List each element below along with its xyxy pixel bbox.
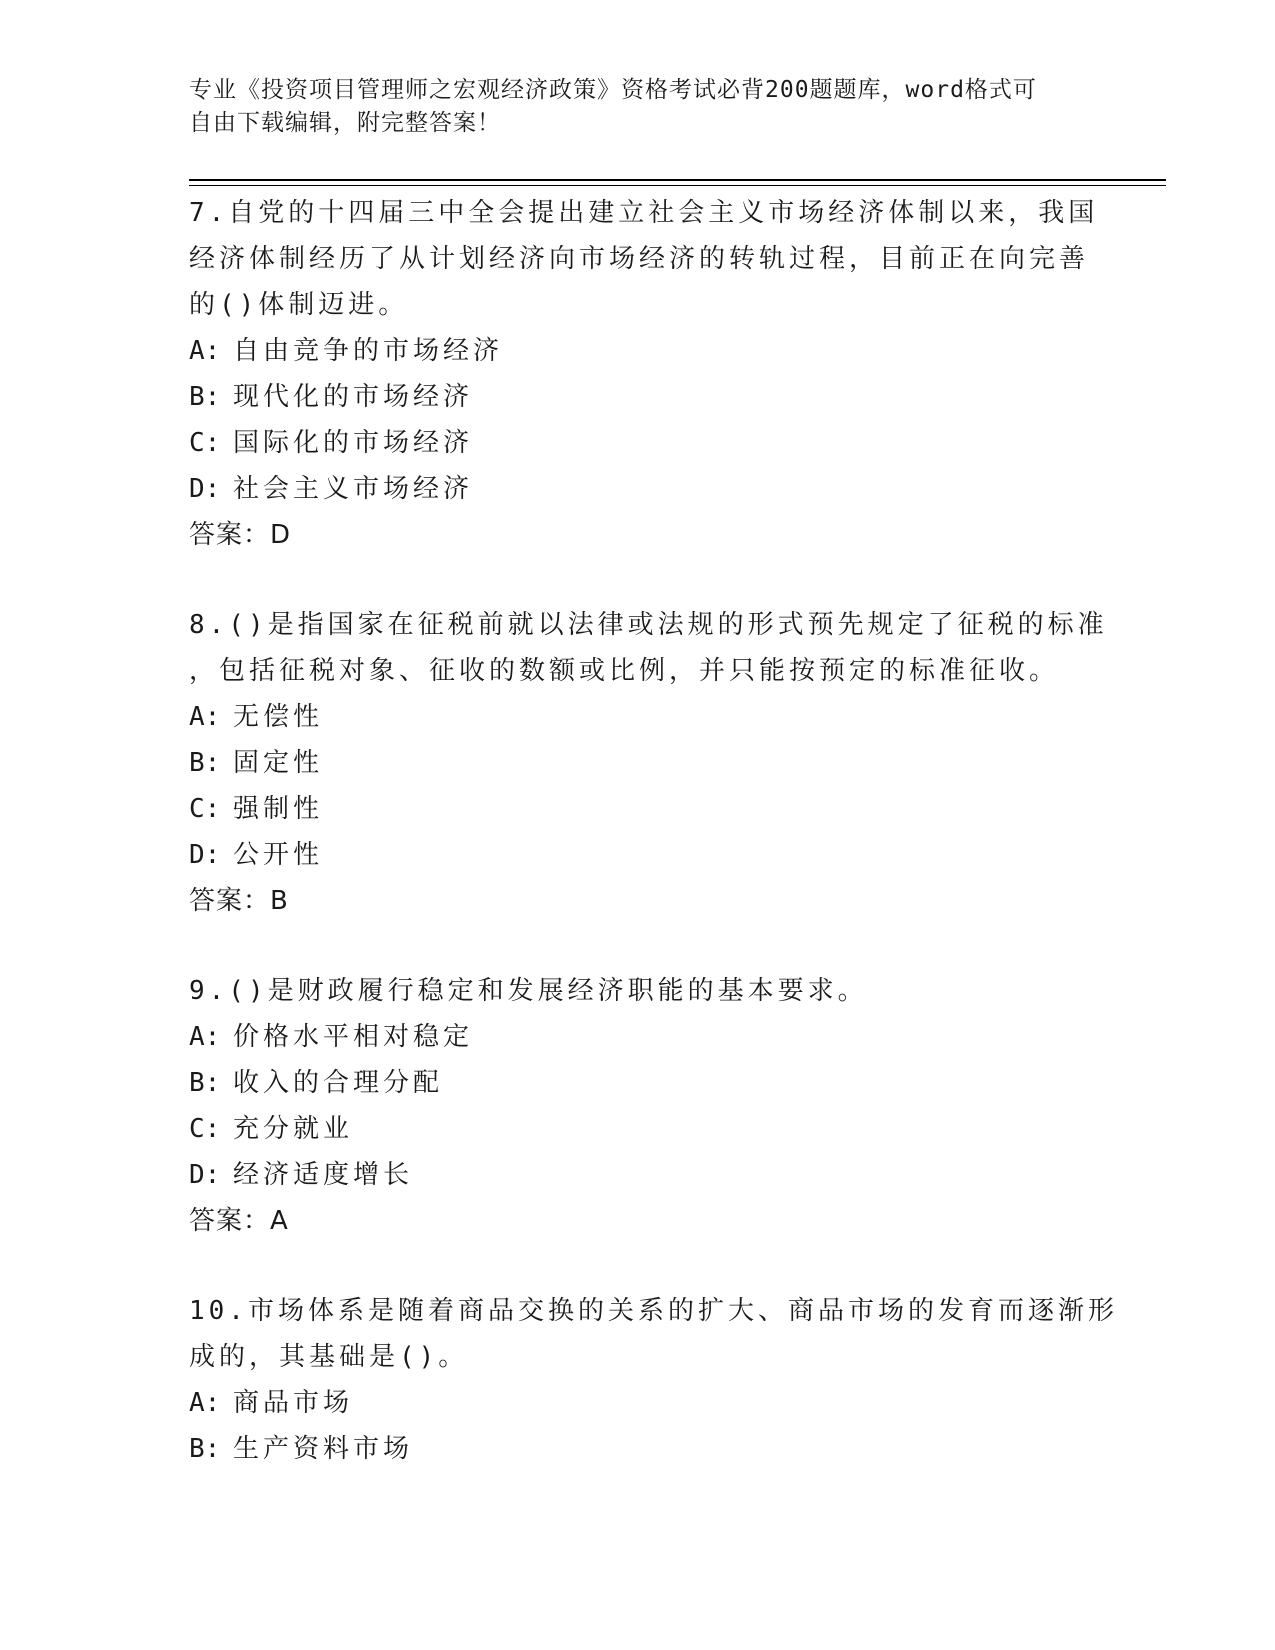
option-key: D: (189, 840, 221, 870)
answer: 答案：A (189, 1206, 289, 1236)
question-8 (189, 602, 1108, 924)
option-key: D: (189, 474, 221, 504)
option-text: 国际化的市场经济 (233, 428, 474, 458)
option-key: A: (189, 336, 221, 366)
option-key: A: (189, 1388, 221, 1418)
document-header (189, 74, 1069, 140)
option-a (189, 328, 1089, 374)
option-d (189, 466, 1089, 512)
option-key: D: (189, 1160, 221, 1190)
option-text: 公开性 (233, 840, 324, 870)
question-text-line: 9.()是财政履行稳定和发展经济职能的基本要求。 (189, 976, 868, 1006)
option-text: 固定性 (233, 748, 324, 778)
option-d (189, 832, 1089, 878)
option-text: 现代化的市场经济 (233, 382, 474, 412)
question-text-line: 10.市场体系是随着商品交换的关系的扩大、商品市场的发育而逐渐形 (189, 1296, 1118, 1326)
option-key: B: (189, 748, 221, 778)
option-a (189, 1014, 1089, 1060)
option-key: A: (189, 1022, 221, 1052)
option-c (189, 420, 1089, 466)
header-line-1: 专业《投资项目管理师之宏观经济政策》资格考试必背200题题库，word格式可 (189, 77, 1037, 103)
option-key: B: (189, 382, 221, 412)
option-text: 社会主义市场经济 (233, 474, 474, 504)
option-b (189, 374, 1089, 420)
option-text: 商品市场 (233, 1388, 354, 1418)
question-list (189, 190, 1118, 1516)
header-divider-thin (189, 185, 1166, 186)
option-text: 生产资料市场 (233, 1434, 414, 1464)
question-10 (189, 1288, 1118, 1472)
option-key: B: (189, 1434, 221, 1464)
option-a (189, 694, 1089, 740)
option-text: 价格水平相对稳定 (233, 1022, 474, 1052)
question-text-line: 的()体制迈进。 (189, 290, 409, 320)
option-d (189, 1152, 1089, 1198)
option-c (189, 786, 1089, 832)
option-key: C: (189, 1114, 221, 1144)
option-key: C: (189, 428, 221, 458)
question-text-line: ，包括征税对象、征收的数额或比例，并只能按预定的标准征收。 (189, 656, 1060, 686)
option-text: 收入的合理分配 (233, 1068, 444, 1098)
option-text: 经济适度增长 (233, 1160, 414, 1190)
option-a (189, 1380, 1089, 1426)
option-b (189, 740, 1089, 786)
option-text: 充分就业 (233, 1114, 354, 1144)
question-text-line: 8.()是指国家在征税前就以法律或法规的形式预先规定了征税的标准 (189, 610, 1108, 640)
header-divider-thick (189, 179, 1166, 181)
option-key: A: (189, 702, 221, 732)
header-line-2: 自由下载编辑，附完整答案！ (189, 110, 501, 136)
option-text: 无偿性 (233, 702, 324, 732)
option-c (189, 1106, 1089, 1152)
answer: 答案：D (189, 520, 292, 550)
question-text-line: 7.自党的十四届三中全会提出建立社会主义市场经济体制以来，我国 (189, 198, 1099, 228)
question-7 (189, 190, 1099, 558)
option-key: C: (189, 794, 221, 824)
option-text: 强制性 (233, 794, 324, 824)
option-text: 自由竞争的市场经济 (233, 336, 504, 366)
option-b (189, 1060, 1089, 1106)
answer: 答案：B (189, 886, 289, 916)
option-key: B: (189, 1068, 221, 1098)
option-b (189, 1426, 1089, 1472)
question-text-line: 成的，其基础是()。 (189, 1342, 469, 1372)
question-text-line: 经济体制经历了从计划经济向市场经济的转轨过程，目前正在向完善 (189, 244, 1090, 274)
question-9 (189, 968, 1089, 1244)
